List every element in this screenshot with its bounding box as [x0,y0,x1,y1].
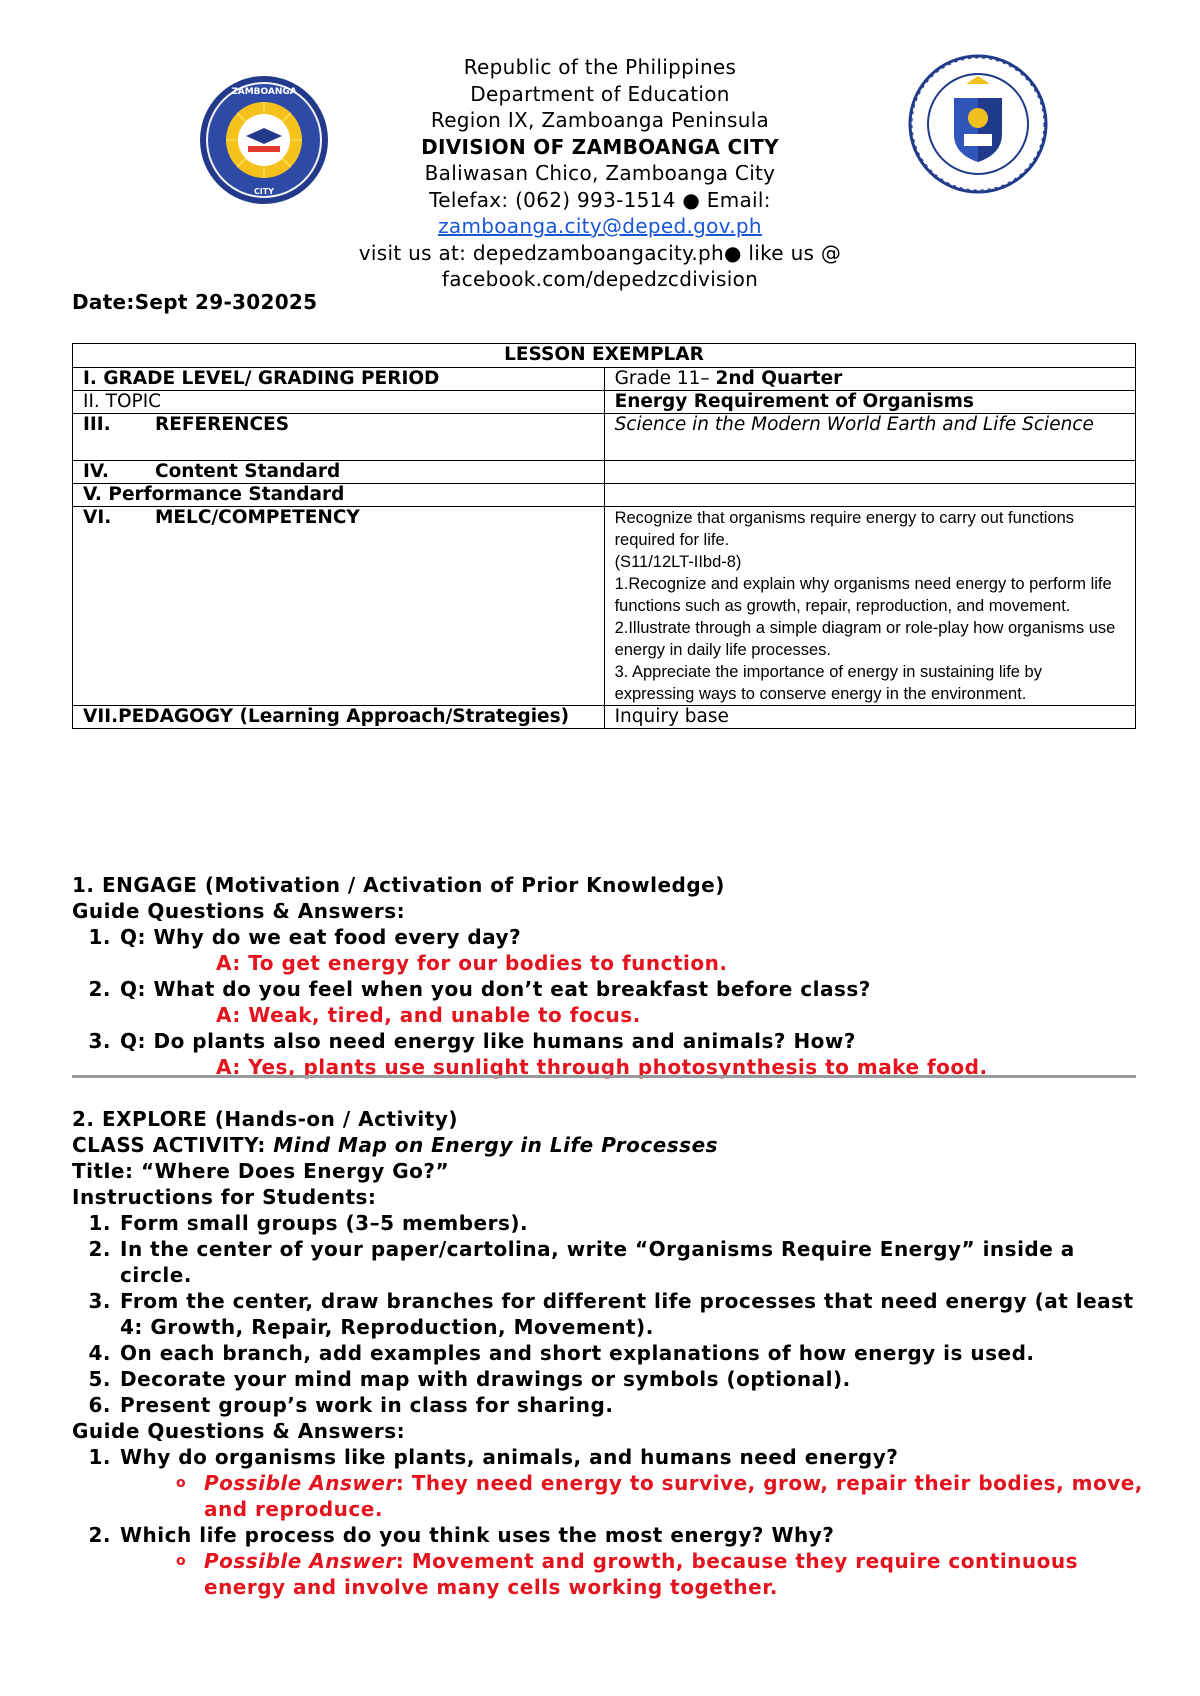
grade-level-value [604,368,1135,391]
office-header [300,54,900,293]
header-division: DIVISION OF ZAMBOANGA CITY [421,134,779,159]
list-item [72,1444,1152,1470]
table-row [73,368,1136,391]
telefax-text: Telefax: (062) 993-1514 ● Email: [429,187,771,212]
section-divider [72,1075,1136,1078]
row-number: III. [83,414,111,435]
item-number: 2. [88,977,111,1001]
performance-standard-value [604,484,1135,507]
possible-answer-text: : They need energy to survive, grow, repair their bodies, move, and reproduce. [204,1471,1143,1521]
row-label: MELC/COMPETENCY [155,507,360,528]
row-number: VI. [83,507,112,528]
question-text: Which life process do you think uses the most energy? Why? [120,1523,835,1547]
list-item [72,924,1152,950]
item-number: 1. [88,1445,111,1469]
list-item [72,1522,1152,1548]
bullet-icon: o [176,1553,187,1569]
list-item [72,1340,1152,1366]
table-row [73,391,1136,414]
item-number: 6. [88,1393,111,1417]
item-number: 2. [88,1237,111,1261]
class-activity-value: Mind Map on Energy in Life Processes [273,1133,719,1157]
melc-objective-1: 1.Recognize and explain why organisms need energy to perform life functions such as growth, repair, reproduction, and movement. [614,575,1112,615]
deped-seal-logo [908,54,1048,194]
list-item [72,1392,1152,1418]
step-text: Form small groups (3–5 members). [120,1211,529,1235]
list-item [72,1236,1152,1288]
header-line-department: Department of Education [470,81,730,106]
instructions-label: Instructions for Students: [72,1185,377,1209]
topic-value: Energy Requirement of Organisms [604,391,1135,414]
header-line-republic: Republic of the Philippines [463,55,737,79]
possible-answer-text: : Movement and growth, because they require continuous energy and involve many cells working together. [204,1549,1079,1599]
row-label: Content Standard [155,461,341,482]
references-label [73,414,605,461]
question-text: Q: Do plants also need energy like humans and animals? How? [120,1029,856,1053]
item-number: 1. [88,925,111,949]
step-text: From the center, draw branches for different life processes that need energy (at least 4: Growth, Repair, Reproduction, Movement). [120,1289,1134,1339]
email-link[interactable]: zamboanga.city@deped.gov.ph [438,214,762,238]
list-item [72,1210,1152,1236]
header-address: Baliwasan Chico, Zamboanga City [424,161,776,185]
question-text: Q: What do you feel when you don’t eat breakfast before class? [120,977,871,1001]
row-label: REFERENCES [155,414,290,435]
row-number: IV. [83,461,109,482]
answer-text: A: To get energy for our bodies to function. [216,951,728,975]
engage-heading: 1. ENGAGE (Motivation / Activation of Prior Knowledge) [72,873,725,897]
content-standard-value [604,461,1135,484]
table-row [73,484,1136,507]
header-contact [300,187,900,240]
item-number: 5. [88,1367,111,1391]
answer-text [204,1548,1152,1600]
header-visit: visit us at: depedzamboangacity.ph● like us @ facebook.com/depedzcdivision [358,240,842,291]
list-item [72,976,1152,1002]
item-number: 4. [88,1341,111,1365]
item-number: 3. [88,1289,111,1313]
class-activity-label: CLASS ACTIVITY: [72,1133,274,1157]
grade-text: Grade 11– [614,368,716,389]
performance-standard-label: V. Performance Standard [73,484,605,507]
melc-code: (S11/12LT-IIbd-8) [614,553,742,571]
melc-line: Recognize that organisms require energy to carry out functions required for life. [614,509,1075,549]
table-title: LESSON EXEMPLAR [73,344,1136,368]
possible-answer [72,1548,1152,1600]
item-number: 3. [88,1029,111,1053]
header-line-region: Region IX, Zamboanga Peninsula [430,108,770,132]
step-text: Decorate your mind map with drawings or symbols (optional). [120,1367,851,1391]
pedagogy-value: Inquiry base [604,706,1135,729]
answer-text: A: Weak, tired, and unable to focus. [216,1003,641,1027]
engage-section [72,872,1152,1080]
step-text: In the center of your paper/cartolina, write “Organisms Require Energy” inside a circle. [120,1237,1075,1287]
melc-objective-3: 3. Appreciate the importance of energy in sustaining life by expressing ways to conserve energy in the environment. [614,663,1042,703]
references-value: Science in the Modern World Earth and Life Science [604,414,1135,461]
table-row [73,706,1136,729]
list-item [72,1288,1152,1340]
quarter-text: 2nd Quarter [715,368,843,389]
explore-heading: 2. EXPLORE (Hands-on / Activity) [72,1107,458,1131]
table-row [73,461,1136,484]
possible-answer [72,1470,1152,1522]
lesson-date: Date:Sept 29-302025 [72,290,318,314]
melc-value [604,507,1135,706]
svg-text:CITY: CITY [253,187,275,196]
step-text: Present group’s work in class for sharing. [120,1393,614,1417]
pedagogy-label: VII.PEDAGOGY (Learning Approach/Strategies) [73,706,605,729]
question-text: Q: Why do we eat food every day? [120,925,522,949]
item-number: 1. [88,1211,111,1235]
possible-answer-label: Possible Answer [204,1549,396,1573]
answer-text: A: Yes, plants use sunlight through photosynthesis to make food. [216,1055,988,1079]
possible-answer-label: Possible Answer [204,1471,396,1495]
lesson-exemplar-table [72,343,1136,729]
activity-title: Title: “Where Does Energy Go?” [72,1159,450,1183]
topic-label: II. TOPIC [73,391,605,414]
answer-text [204,1470,1152,1522]
explore-section [72,1106,1152,1600]
bullet-icon: o [176,1475,187,1491]
class-activity [72,1132,1152,1158]
list-item [72,1028,1152,1054]
table-row [73,507,1136,706]
engage-guide-label: Guide Questions & Answers: [72,899,406,923]
question-text: Why do organisms like plants, animals, and humans need energy? [120,1445,899,1469]
content-standard-label [73,461,605,484]
table-row [73,414,1136,461]
svg-text:ZAMBOANGA: ZAMBOANGA [231,87,297,97]
list-item [72,1366,1152,1392]
step-text: On each branch, add examples and short explanations of how energy is used. [120,1341,1035,1365]
melc-label [73,507,605,706]
melc-objective-2: 2.Illustrate through a simple diagram or role-play how organisms use energy in daily life processes. [614,619,1116,659]
explore-guide-label: Guide Questions & Answers: [72,1419,406,1443]
item-number: 2. [88,1523,111,1547]
grade-level-label: I. GRADE LEVEL/ GRADING PERIOD [73,368,605,391]
